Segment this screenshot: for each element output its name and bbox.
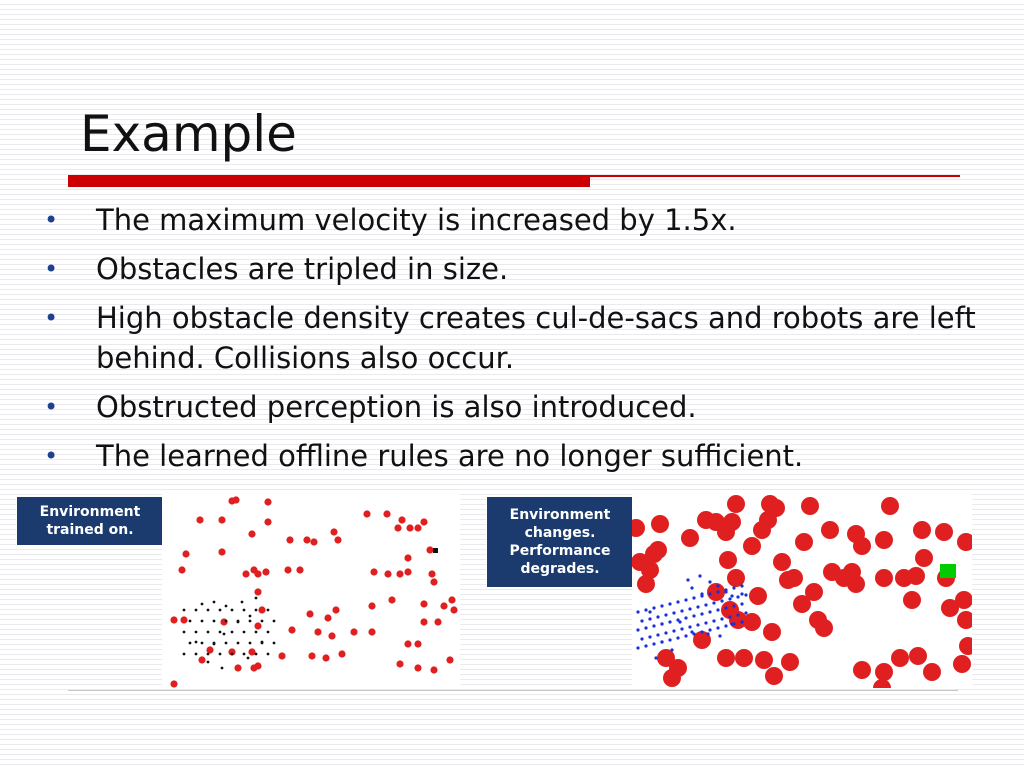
robot-dot (728, 597, 731, 600)
robot-dot (660, 604, 663, 607)
title-underline-thin (590, 175, 960, 177)
obstacle-dot (334, 536, 341, 543)
robot-dot (213, 601, 216, 604)
robot-dot (247, 657, 250, 660)
robot-dot (700, 630, 703, 633)
robot-dot (692, 614, 695, 617)
obstacle-dot (727, 569, 745, 587)
robot-dot (740, 584, 743, 587)
obstacle-dot (254, 588, 261, 595)
robot-dot (195, 641, 198, 644)
obstacle-dot (663, 669, 681, 687)
callout-line: changes. (524, 525, 596, 541)
obstacle-dot (363, 510, 370, 517)
obstacle-dot (264, 518, 271, 525)
robot-dot (706, 632, 709, 635)
obstacle-dot (206, 646, 213, 653)
robot-dot (213, 643, 216, 646)
robot-dot (652, 642, 655, 645)
robot-dot (716, 590, 719, 593)
robot-dot (249, 620, 252, 623)
obstacle-dot (322, 654, 329, 661)
obstacle-dot (881, 497, 899, 515)
simulation-trained-canvas (162, 492, 460, 688)
robot-dot (700, 612, 703, 615)
obstacle-dot (649, 541, 667, 559)
obstacle-dot (957, 611, 972, 629)
obstacle-dot (170, 616, 177, 623)
obstacle-dot (288, 626, 295, 633)
robot-dot (686, 578, 689, 581)
bullet-text: High obstacle density creates cul-de-sacs and robots are left behind. Collisions also occur. (96, 301, 976, 375)
obstacle-dot (681, 529, 699, 547)
robot-dot (636, 628, 639, 631)
obstacle-dot (308, 652, 315, 659)
simulation-changed-canvas (632, 492, 972, 688)
obstacle-dot (847, 575, 865, 593)
title-underline-thick (68, 175, 590, 187)
robot-dot (680, 609, 683, 612)
obstacle-dot (414, 664, 421, 671)
obstacle-dot (853, 537, 871, 555)
obstacle-dot (178, 566, 185, 573)
robot-dot (724, 590, 727, 593)
obstacle-dot (303, 536, 310, 543)
robot-dot (183, 631, 186, 634)
obstacle-dot (781, 653, 799, 671)
bullet-text: The learned offline rules are no longer sufficient. (96, 439, 804, 473)
robot-dot (736, 595, 739, 598)
obstacle-dot (396, 570, 403, 577)
robot-dot (690, 630, 693, 633)
robot-dot (225, 605, 228, 608)
obstacle-dot (743, 537, 761, 555)
robot-dot (744, 611, 747, 614)
callout-changed-environment (486, 496, 634, 588)
robot-dot (654, 656, 657, 659)
obstacle-dot (651, 515, 669, 533)
robot-dot (688, 625, 691, 628)
robot-dot (195, 631, 198, 634)
obstacle-dot (440, 602, 447, 609)
obstacle-dot (903, 591, 921, 609)
robot-dot (688, 607, 691, 610)
obstacle-dot (180, 616, 187, 623)
obstacle-dot (262, 568, 269, 575)
robot-dot (648, 635, 651, 638)
robot-dot (696, 623, 699, 626)
robot-dot (744, 593, 747, 596)
obstacle-dot (248, 530, 255, 537)
robot-dot (255, 597, 258, 600)
bullet-dot-icon: • (44, 393, 59, 421)
robot-dot (261, 620, 264, 623)
robot-dot (219, 653, 222, 656)
robot-dot (237, 621, 240, 624)
robot-dot (692, 596, 695, 599)
robot-dot (207, 653, 210, 656)
obstacle-dot (923, 663, 941, 681)
robot-dot (237, 642, 240, 645)
robot-dot (716, 584, 719, 587)
robot-dot (640, 637, 643, 640)
obstacle-dot (420, 600, 427, 607)
robot-dot (213, 620, 216, 623)
obstacle-dot (795, 533, 813, 551)
robot-dot (201, 620, 204, 623)
robot-dot (231, 653, 234, 656)
robot-dot (718, 634, 721, 637)
robot-dot (648, 610, 651, 613)
robot-dot (656, 633, 659, 636)
obstacle-dot (314, 628, 321, 635)
robot-dot (195, 653, 198, 656)
obstacle-dot (196, 516, 203, 523)
robot-dot (712, 619, 715, 622)
obstacle-dot (717, 649, 735, 667)
robot-dot (700, 592, 703, 595)
robot-dot (664, 613, 667, 616)
obstacle-dot (743, 613, 761, 631)
obstacle-dot (430, 578, 437, 585)
obstacle-dot (915, 549, 933, 567)
robot-dot (740, 620, 743, 623)
robot-dot (680, 627, 683, 630)
bullet-dot-icon: • (44, 442, 59, 470)
obstacle-dot (957, 533, 972, 551)
obstacle-dot (907, 567, 925, 585)
robot-dot (660, 622, 663, 625)
robot-dot (207, 661, 210, 664)
obstacle-dot (368, 628, 375, 635)
robot-dot (189, 642, 192, 645)
obstacle-dot (755, 651, 773, 669)
obstacle-dot (815, 619, 833, 637)
robot-dot (249, 615, 252, 618)
robot-dot (716, 626, 719, 629)
robot-dot (183, 653, 186, 656)
obstacle-dot (388, 596, 395, 603)
obstacle-dot (218, 516, 225, 523)
bullet-dot-icon: • (44, 255, 59, 283)
obstacle-dot (875, 531, 893, 549)
obstacle-dot (286, 536, 293, 543)
goal-marker (433, 548, 438, 553)
obstacle-dot (258, 606, 265, 613)
obstacle-dot (875, 663, 893, 681)
obstacle-dot (763, 623, 781, 641)
robot-dot (231, 609, 234, 612)
obstacle-dot (909, 647, 927, 665)
obstacle-dot (420, 618, 427, 625)
robot-dot (221, 667, 224, 670)
obstacle-dot (198, 656, 205, 663)
bullet-dot-icon: • (44, 304, 59, 332)
obstacle-dot (383, 510, 390, 517)
robot-dot (664, 631, 667, 634)
robot-dot (219, 631, 222, 634)
obstacle-dot (759, 511, 777, 529)
robot-dot (704, 603, 707, 606)
bullet-text: Obstacles are tripled in size. (96, 252, 509, 286)
robot-dot (668, 620, 671, 623)
bullet-item (44, 436, 984, 476)
robot-dot (672, 629, 675, 632)
robot-dot (684, 634, 687, 637)
obstacle-dot (248, 648, 255, 655)
robot-dot (678, 620, 681, 623)
robot-dot (696, 605, 699, 608)
obstacle-dot (446, 656, 453, 663)
robot-dot (724, 624, 727, 627)
obstacle-dot (254, 622, 261, 629)
obstacle-dot (254, 570, 261, 577)
obstacle-dot (959, 637, 972, 655)
obstacle-dot (434, 618, 441, 625)
obstacle-dot (913, 521, 931, 539)
obstacle-dot (765, 667, 783, 685)
robot-dot (241, 601, 244, 604)
obstacle-dot (306, 610, 313, 617)
robot-dot (690, 586, 693, 589)
obstacle-dot (232, 496, 239, 503)
obstacle-dot (242, 570, 249, 577)
robot-dot (660, 640, 663, 643)
robot-dot (231, 631, 234, 634)
robot-dot (698, 574, 701, 577)
obstacle-dot (182, 550, 189, 557)
obstacle-dot (396, 660, 403, 667)
footer-divider (68, 690, 958, 691)
obstacle-dot (632, 519, 645, 537)
obstacle-dot (891, 649, 909, 667)
robot-dot (207, 631, 210, 634)
robot-dot (225, 642, 228, 645)
robot-dot (243, 631, 246, 634)
robot-dot (267, 631, 270, 634)
robot-dot (219, 609, 222, 612)
robot-dot (636, 646, 639, 649)
robot-dot (676, 636, 679, 639)
obstacle-dot (170, 680, 177, 687)
robot-dot (640, 619, 643, 622)
obstacle-dot (404, 554, 411, 561)
robot-dot (195, 609, 198, 612)
robot-dot (243, 653, 246, 656)
obstacle-dot (821, 521, 839, 539)
robot-dot (243, 609, 246, 612)
robot-dot (720, 617, 723, 620)
obstacle-dot (350, 628, 357, 635)
bullet-item (44, 298, 984, 378)
robot-dot (652, 624, 655, 627)
robot-dot (736, 613, 739, 616)
obstacle-dot (414, 640, 421, 647)
obstacle-dot (394, 524, 401, 531)
robot-dot (255, 609, 258, 612)
obstacle-dot (873, 679, 891, 688)
bullet-list (44, 200, 984, 485)
robot-dot (644, 608, 647, 611)
obstacle-dot (428, 570, 435, 577)
obstacle-dot (404, 568, 411, 575)
obstacle-dot (330, 528, 337, 535)
robot-dot (255, 631, 258, 634)
obstacle-dot (338, 650, 345, 657)
robot-dot (732, 604, 735, 607)
obstacle-dot (697, 511, 715, 529)
obstacle-dot (420, 518, 427, 525)
robot-dot (223, 633, 226, 636)
obstacle-dot (719, 551, 737, 569)
obstacle-dot (310, 538, 317, 545)
robot-dot (740, 602, 743, 605)
robot-dot (708, 610, 711, 613)
robot-dot (201, 642, 204, 645)
bullet-text: Obstructed perception is also introduced. (96, 390, 697, 424)
robot-dot (730, 594, 733, 597)
obstacle-dot (234, 664, 241, 671)
robot-dot (724, 606, 727, 609)
obstacle-dot (953, 655, 971, 673)
robot-dot (644, 644, 647, 647)
robot-dot (672, 611, 675, 614)
obstacle-dot (328, 632, 335, 639)
callout-line: Environment (39, 504, 141, 520)
obstacle-dot (717, 523, 735, 541)
obstacle-dot (785, 569, 803, 587)
obstacle-dot (384, 570, 391, 577)
robot-dot (261, 641, 264, 644)
obstacle-dot (875, 569, 893, 587)
obstacle-dot (264, 498, 271, 505)
obstacle-dot (935, 523, 953, 541)
robot-dot (636, 610, 639, 613)
bullet-item (44, 200, 984, 240)
obstacle-dot (370, 568, 377, 575)
callout-line: Performance (509, 543, 611, 559)
bullet-text: The maximum velocity is increased by 1.5x. (96, 203, 737, 237)
robot-dot (255, 653, 258, 656)
obstacle-dot (404, 640, 411, 647)
robot-dot (708, 628, 711, 631)
robot-dot (670, 648, 673, 651)
robot-dot (249, 642, 252, 645)
obstacle-dot (278, 652, 285, 659)
bullet-dot-icon: • (44, 206, 59, 234)
obstacle-dot (406, 524, 413, 531)
obstacle-dot (450, 606, 457, 613)
obstacle-dot (368, 602, 375, 609)
callout-line: Environment (509, 507, 611, 523)
obstacle-dot (707, 583, 725, 601)
obstacle-dot (637, 575, 655, 593)
robot-dot (189, 620, 192, 623)
simulation-panel-changed (632, 492, 972, 688)
robot-dot (732, 586, 735, 589)
robot-dot (716, 608, 719, 611)
obstacle-dot (430, 666, 437, 673)
robot-dot (684, 598, 687, 601)
robot-dot (225, 620, 228, 623)
robot-dot (201, 603, 204, 606)
robot-dot (183, 609, 186, 612)
robot-dot (728, 615, 731, 618)
robot-dot (684, 616, 687, 619)
obstacle-dot (398, 516, 405, 523)
goal-marker (940, 564, 956, 578)
robot-dot (708, 592, 711, 595)
robot-dot (720, 599, 723, 602)
robot-dot (648, 617, 651, 620)
obstacle-dot (296, 566, 303, 573)
obstacle-dot (426, 546, 433, 553)
robot-dot (656, 615, 659, 618)
obstacle-dot (218, 548, 225, 555)
callout-line: trained on. (46, 522, 134, 538)
robot-dot (267, 609, 270, 612)
obstacle-dot (284, 566, 291, 573)
robot-dot (207, 609, 210, 612)
robot-dot (668, 602, 671, 605)
robot-dot (668, 638, 671, 641)
obstacle-dot (448, 596, 455, 603)
robot-dot (273, 620, 276, 623)
obstacle-dot (324, 614, 331, 621)
robot-dot (273, 642, 276, 645)
robot-dot (676, 600, 679, 603)
robot-dot (704, 621, 707, 624)
robot-dot (712, 601, 715, 604)
obstacle-dot (332, 606, 339, 613)
obstacle-dot (793, 595, 811, 613)
callout-trained-environment (16, 496, 164, 546)
simulation-panel-trained (162, 492, 460, 688)
callout-line: degrades. (520, 561, 600, 577)
obstacle-dot (801, 497, 819, 515)
obstacle-dot (773, 553, 791, 571)
bullet-item (44, 387, 984, 427)
robot-dot (267, 653, 270, 656)
obstacle-dot (254, 662, 261, 669)
robot-dot (708, 580, 711, 583)
slide-title: Example (80, 105, 297, 163)
obstacle-dot (735, 649, 753, 667)
robot-dot (652, 606, 655, 609)
obstacle-dot (727, 495, 745, 513)
robot-dot (644, 626, 647, 629)
bullet-item (44, 249, 984, 289)
robot-dot (730, 622, 733, 625)
robot-dot (740, 592, 743, 595)
obstacle-dot (853, 661, 871, 679)
obstacle-dot (749, 587, 767, 605)
obstacle-dot (414, 524, 421, 531)
